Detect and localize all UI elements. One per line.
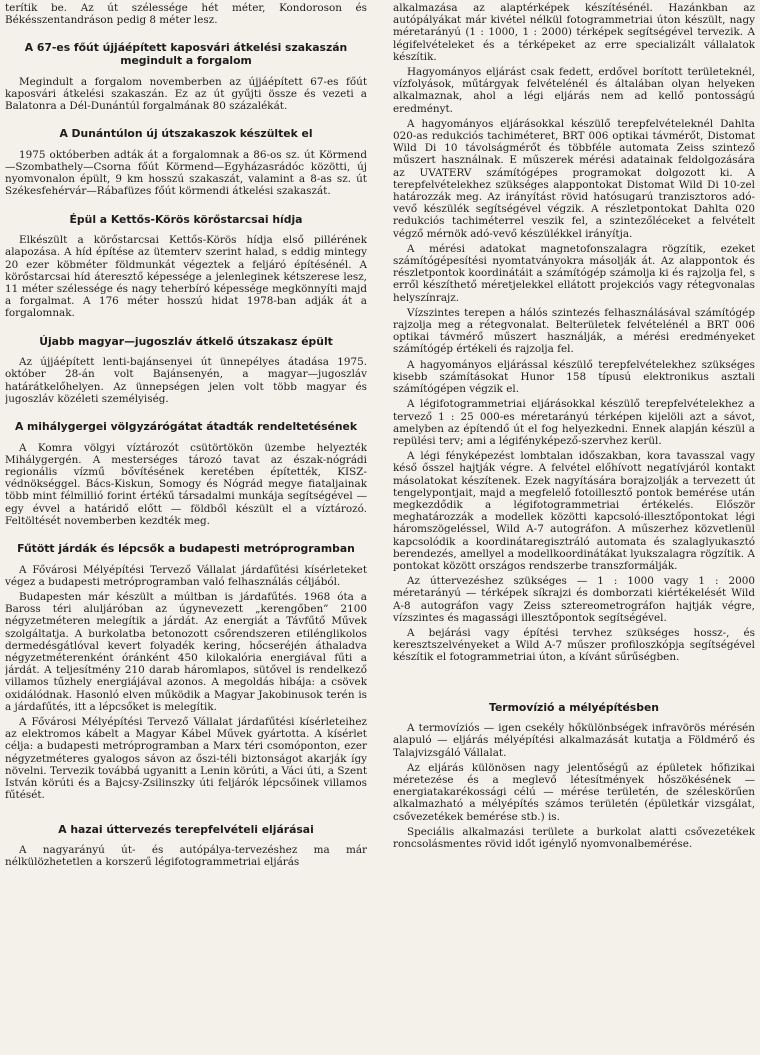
article-paragraph: A Komra völgyi víztározót csütörtökön üzembe helyezték Mihálygergén. A mesterséges tározó tavat az észak-nógrádi regionális vízmű bővítésének keretében építették, KISZ-védnökséggel. Bács-Kiskun, Somogy és Nógrád megye fiataljainak több mint félmillió forint értékű társadalmi munkája segítségével — egy évvel a határidő előtt — földből készült el a víztározó. Feltöltését novemberben kezdték meg. (5, 441, 367, 527)
article-paragraph: A bejárási vagy építési tervhez szükséges hossz-, és keresztszelvényeket a Wild A-7 műszer profiloszkópja segítségével készítik el fotogrammetriai úton, a kívánt sűrűségben. (393, 626, 755, 664)
right-column (393, 2, 755, 1052)
article-paragraph: A termovíziós — igen csekély hőkülönbségek infravörös mérésén alapuló — eljárás mélyépítési alkalmazását kutatja a Földmérő és Talajvizsgáló Vállalat. (393, 722, 755, 759)
article-paragraph: 1975 októberben adták át a forgalomnak a 86-os sz. út Körmend—Szombathely—Csorna főút Körmend—Egyházasrádóc közötti, új nyomvonalon épült, 9 km hosszú szakaszát, valamint a 8-as sz. út Székesfehérvár—Rábafüzes főút körmendi átkelési szakaszát. (5, 148, 367, 198)
article-paragraph: Az úttervezéshez szükséges — 1 : 1000 vagy 1 : 2000 méretarányú — térképek síkrajzi és domborzati kiértékelését Wild A-8 autográfon vagy Zeiss sztereometrográfon hajtják végre, vízszintes és magassági illesztőpontok segítségével. (393, 575, 755, 624)
article-paragraph: A hagyományos eljárásokkal készülő terepfelvételeknél Dahlta 020-as redukciós tachiméteret, BRT 006 optikai távmérőt, Distomat Wild Di 10 távolságmérőt és többféle automata Zeiss szintező műszert használnak. E műszerek mérési adatainak feldolgozására az UVATERV számítógépes programokat dolgozott ki. A terepfelvételekhez szükséges alappontokat Distomat Wild Di 10-zel határozzák meg. Az irányítást rövid hatósugarú tranzisztoros adó-vevő készülék segítségével végzik. A részletpontokat Dahlta 020 redukciós tachiméterrel veszik fel, a szintezőléceket a felvételt végző mérnök adó-vevő készülékkel irányítja. (393, 117, 755, 240)
article-heading: A 67-es főút újjáépített kaposvári átkelési szakaszán megindult a forgalom (24, 41, 348, 67)
article-heading: A mihálygergei völgyzárógátat átadták rendeltetésének (14, 420, 358, 434)
article-paragraph: Megindult a forgalom novemberben az újjáépített 67-es főút kaposvári átkelési szakaszán. Ez az út gyűjti össze és vezeti a Balatonra a Dél-Dunántúl forgalmának 80 százalékát. (5, 75, 367, 112)
article-paragraph: A mérési adatokat magnetofonszalagra rögzítik, ezeket számítógépesítési nyomtatványokra másolják át. Az alappontok és részletpontok koordinátáit a számítógép számolja ki és rajzolja fel, s erről készíthető méretjelekkel ellátott projekciós vagy rétegvonalas helyszínrajz. (393, 242, 755, 304)
continued-paragraph: terítik be. Az út szélessége hét méter, Kondoroson és Békésszentandráson pedig 8 méter lesz. (5, 2, 367, 27)
article-heading: A Dunántúlon új útszakaszok készültek el (59, 127, 313, 141)
article-heading: Fűtött járdák és lépcsők a budapesti metróprogramban (17, 542, 355, 556)
article-paragraph: Speciális alkalmazási területe a burkolat alatti csővezetékek roncsolásmentes rövid időt igénylő nyomvonalbemérése. (393, 825, 755, 850)
article-paragraph: A hagyományos eljárással készülő terepfelvételekhez szükséges kisebb számításokat Hunor 158 típusú elektronikus asztali számítógépen végzik el. (393, 358, 755, 396)
left-column (5, 2, 367, 1052)
article-paragraph: Az eljárás különösen nagy jelentőségű az épületek hőfizikai méretezése és a meglevő létesítmények hőszökésének — energiatakarékossági célú — mérése területén, de széleskörűen alkalmazható a mélyépítés számos területén (épületkár vizsgálat, csővezetékek bemérése stb.) is. (393, 761, 755, 823)
article-heading: Termovízió a mélyépítésben (489, 700, 659, 714)
article-paragraph: A nagyarányú út- és autópálya-tervezéshez ma már nélkülözhetetlen a korszerű légifotogrammetriai eljárás (5, 844, 367, 869)
article-paragraph: Vízszintes terepen a hálós szintezés felhasználásával számítógép rajzolja meg a rétegvonalat. Belterületek felvételénél a BRT 006 optikai távmérő műszert használják, a mérési eredményeket számítógép értékeli és rajzolja fel. (393, 306, 755, 356)
article-paragraph: A Fővárosi Mélyépítési Tervező Vállalat járdafűtési kísérleteket végez a budapesti metróprogramban való felhasználás céljából. (5, 563, 367, 588)
article-paragraph: Budapesten már készült a múltban is járdafűtés. 1968 óta a Baross téri aluljáróban az úgynevezett „kerengőben” 2100 négyzetméteren melegítik a járdát. Az energiát a Távfűtő Művek szolgáltatja. A burkolatba betonozott csőrendszeren etilénglikolos dermedésgátlóval kevert folyadék kering, hőcseréjén áthaladva négyzetméterenként óránként 450 kilokalória energiával fűti a járdát. A teljesítmény 210 darab háromlapos, sütővel is rendelkező villamos tűzhely energiájával azonos. A megoldás hibája: a csövek oxidálódnak. Hasonló elven működik a Magyar Jakobinusok terén is a járdafűtés, itt a lépcsőket is melegítik. (5, 591, 367, 713)
article-paragraph: A légifotogrammetriai eljárásokkal készülő terepfelvételekhez a tervező 1 : 25 000-es méretarányú térképen kijelöli azt a sávot, amelyben az építendő út el fog helyezkedni. Ennek alapján készül a repülési terv; ami a légifényképező-szervhez kerül. (393, 398, 755, 447)
continued-paragraph: alkalmazása az alaptérképek készítésénél. Hazánkban az autópályákat már kivétel nélkül fotogrammetriai úton készült, nagy méretarányú (1 : 1000, 1 : 2000) térképek segítségével tervezik. A légifelvételeket és a térképeket az erre specializált vállalatok készítik. (393, 2, 755, 63)
article-heading: Újabb magyar—jugoszláv átkelő útszakasz épült (39, 334, 333, 348)
article-paragraph: A Fővárosi Mélyépítési Tervező Vállalat járdafűtési kísérleteihez az elektromos kábelt a Magyar Kábel Művek gyártotta. A kísérlet célja: a budapesti metróprogramban a Marx téri csomóponton, ezer négyzetméteres gyalogos sávon az őszi-téli biztonságot akarják így növelni. Tervezik továbbá ugyanitt a Lenin körúti, a Váci úti, a Szent István körúti és a Bajcsy-Zsilinszky úti feljárók lépcsőinek villamos fűtését. (5, 716, 367, 802)
article-paragraph: Hagyományos eljárást csak fedett, erdővel borított területeknél, vízfolyások, műtárgyak felvételénél és általában olyan helyeken alkalmaznak, ahol a légi eljárás nem ad kellő pontosságú eredményt. (393, 66, 755, 115)
article-paragraph: A légi fényképezést lombtalan időszakban, kora tavasszal vagy késő ősszel hajtják végre. A felvétel előhívott negatívjáról kontakt másolatokat készítenek. Ezek nagyítására borajzolják a tervezett út tengelypontjait, majd a megfelelő fotoillesztő pontok bemérése után megkezdődik a légifotogrammetriai értékelés. Először meghatározzák a modellek közötti kapcsoló-illesztőpontokat légi háromszögeléssel, Wild A-7 autográfon. A műszerhez közvetlenül kapcsolódik a koordinátaregisztráló automata és szalaglyukasztó berendezés, amellyel a modellkoordinátákat lyukszalagra rögzítik. A pontokat között országos rendszerbe transzformálják. (393, 450, 755, 572)
article-paragraph: Az újjáépített lenti-bajánsenyei út ünnepélyes átadása 1975. október 28-án volt Bajánsenyén, a magyar—jugoszláv határátkelőhelyen. Az ünnepségen jelen volt több magyar és jugoszláv közéleti személyiség. (5, 356, 367, 405)
article-heading: Épül a Kettős-Körös körőstarcsai hídja (69, 212, 303, 226)
article-heading: A hazai úttervezés terepfelvételi eljárásai (58, 822, 314, 836)
article-paragraph: Elkészült a körőstarcsai Kettős-Körös hídja első pillérének alapozása. A híd építése az ütemterv szerint halad, s eddig mintegy 20 ezer köbméter földmunkát végeztek a feljáró építésénél. A körőstarcsai híd áteresztő képessége a jelenleginek kétszerese lesz, 11 méter szélessége és nagy teherbíró képessége megkönnyíti majd a forgalmat. A 176 méter hosszú hidat 1978-ban adják át a forgalomnak. (5, 234, 367, 320)
